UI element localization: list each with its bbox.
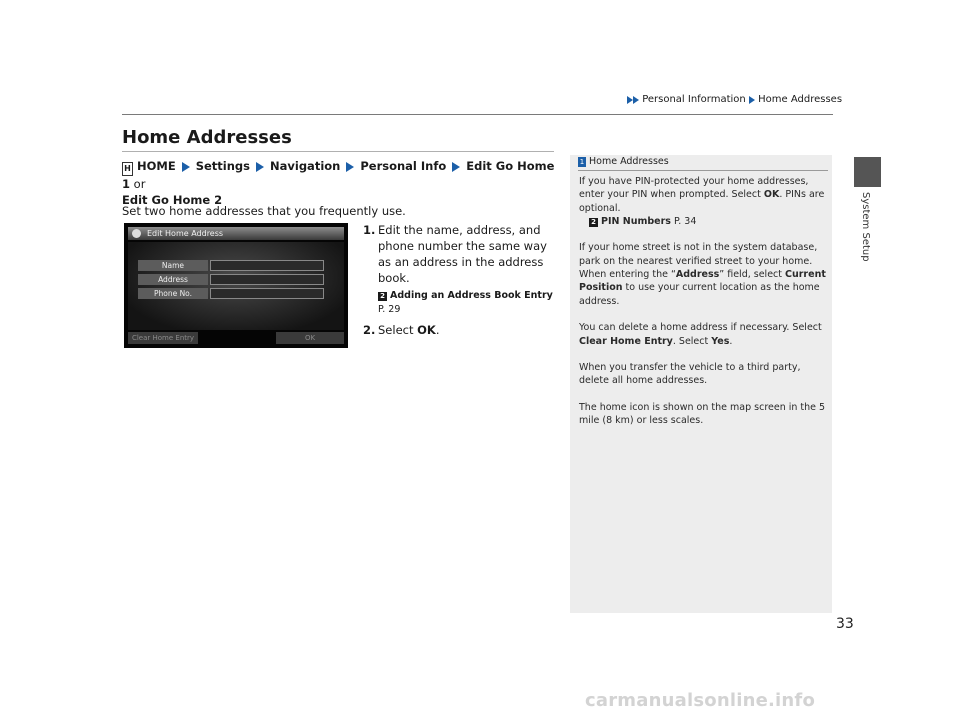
path-arrow-icon	[346, 162, 354, 172]
name-label: Name	[138, 260, 208, 271]
note-text: You can delete a home address if necessary. Select	[579, 322, 822, 334]
note-text: If you have PIN-protected your home addresses, enter your PIN when prompted. Select	[579, 176, 809, 201]
screen-body	[128, 242, 344, 330]
back-icon	[132, 229, 141, 238]
note-paragraph-4: When you transfer the vehicle to a third party, delete all home addresses.	[579, 362, 801, 387]
step-2-number: 2.	[363, 323, 376, 337]
intro-text: Set two home addresses that you frequently use.	[122, 204, 406, 218]
reference-page: P. 29	[378, 304, 401, 315]
breadcrumb-arrow-icon	[749, 96, 755, 104]
breadcrumb-arrow-icon	[633, 96, 639, 104]
home-button-icon: H	[122, 162, 133, 176]
note-current-position: Current Position	[579, 269, 826, 294]
step-1-number: 1.	[363, 223, 376, 237]
step-1	[363, 222, 558, 317]
header-divider	[122, 114, 833, 115]
phone-field	[210, 288, 324, 299]
address-field	[210, 274, 324, 285]
reference-arrow-icon: 2	[589, 218, 598, 227]
path-home: HOME	[137, 159, 176, 173]
path-settings: Settings	[195, 159, 250, 173]
name-field	[210, 260, 324, 271]
side-note-divider	[578, 170, 828, 171]
path-or: or	[133, 177, 146, 191]
note-number-icon: 1	[579, 158, 585, 166]
note-text: ” field, select	[719, 269, 786, 281]
ok-button: OK	[276, 332, 344, 344]
path-edit-go-home-1: Edit Go Home 1	[122, 159, 555, 191]
address-label: Address	[138, 274, 208, 285]
note-text: . PINs are optional.	[579, 189, 825, 214]
page-number: 33	[836, 616, 854, 632]
note-text: If your home street is not in the system database, park on the nearest verified street to your home. When entering the “	[579, 242, 818, 281]
path-arrow-icon	[256, 162, 264, 172]
side-note-body	[579, 175, 827, 441]
path-arrow-icon	[182, 162, 190, 172]
section-tab-text: System Setup	[860, 192, 871, 262]
step-2	[363, 322, 558, 338]
note-paragraph-2	[579, 241, 827, 307]
note-paragraph-5: The home icon is shown on the map screen in the 5 mile (8 km) or less scales.	[579, 402, 826, 427]
side-note	[570, 155, 832, 613]
step-2-pre: Select	[378, 323, 418, 337]
phone-row	[138, 288, 322, 299]
path-edit-go-home-2: Edit Go Home 2	[122, 193, 223, 207]
note-text: . Select	[672, 335, 712, 347]
screen-title: Edit Home Address	[147, 229, 224, 238]
breadcrumb-home-addresses: Home Addresses	[758, 94, 843, 105]
step-2-post: .	[435, 323, 440, 337]
note-text: .	[729, 335, 733, 347]
breadcrumb	[627, 94, 842, 106]
screen-image	[124, 223, 348, 348]
menu-path	[122, 158, 562, 208]
note-clear-home-entry: Clear Home Entry	[579, 335, 673, 347]
note-ok: OK	[763, 189, 780, 201]
phone-label: Phone No.	[138, 288, 208, 299]
reference-title: PIN Numbers	[601, 215, 671, 227]
name-row	[138, 260, 322, 271]
page-title: Home Addresses	[122, 127, 292, 148]
path-personal-info: Personal Info	[360, 159, 447, 173]
step-1-text: Edit the name, address, and phone number the same way as an address in the address book.	[378, 223, 547, 285]
title-divider	[122, 151, 554, 152]
watermark: carmanualsonline.info	[585, 690, 816, 711]
step-2-ok: OK	[417, 323, 436, 337]
note-paragraph-1	[579, 175, 827, 228]
reference-arrow-icon: 2	[378, 292, 387, 301]
section-tab-label	[858, 188, 876, 262]
note-paragraph-3	[579, 321, 827, 348]
screen-footer	[128, 332, 344, 344]
clear-home-entry-button: Clear Home Entry	[128, 332, 198, 344]
steps	[363, 222, 558, 338]
path-arrow-icon	[452, 162, 460, 172]
reference-page: P. 34	[673, 215, 697, 227]
side-note-heading	[578, 156, 669, 167]
side-note-title: Home Addresses	[589, 156, 669, 167]
reference-title: Adding an Address Book Entry	[390, 290, 553, 301]
screen-header	[128, 227, 344, 240]
note-yes: Yes	[711, 335, 730, 347]
step-1-reference[interactable]	[378, 289, 558, 317]
breadcrumb-personal-information[interactable]: Personal Information	[642, 94, 746, 105]
section-tab-marker	[854, 157, 881, 187]
pin-numbers-reference[interactable]	[579, 216, 696, 227]
note-text: to use your current location as the home address.	[579, 282, 820, 307]
address-row	[138, 274, 322, 285]
path-navigation: Navigation	[270, 159, 341, 173]
note-address: Address	[675, 269, 720, 281]
